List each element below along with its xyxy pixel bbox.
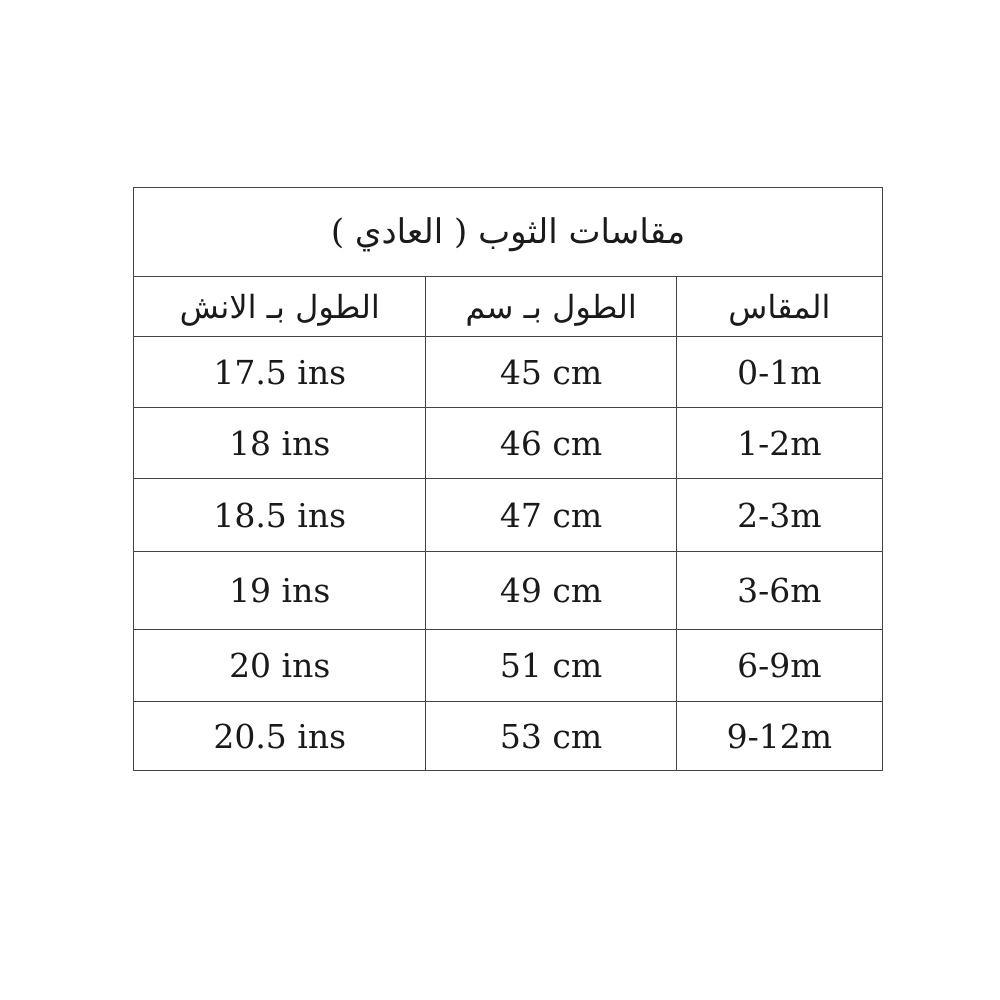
table-row xyxy=(134,408,883,479)
cell-length-ins: 18.5 ins xyxy=(134,479,426,552)
cell-length-ins: 18 ins xyxy=(134,408,426,479)
header-length-cm: الطول بـ سم xyxy=(426,277,676,337)
cell-length-cm: 51 cm xyxy=(426,630,676,702)
cell-size: 2-3m xyxy=(676,479,882,552)
cell-size: 3-6m xyxy=(676,552,882,630)
cell-length-cm: 49 cm xyxy=(426,552,676,630)
cell-length-ins: 20 ins xyxy=(134,630,426,702)
cell-size: 0-1m xyxy=(676,337,882,408)
size-chart-table xyxy=(133,187,883,771)
table-row xyxy=(134,479,883,552)
table-row xyxy=(134,337,883,408)
table-row xyxy=(134,552,883,630)
title-row xyxy=(134,188,883,277)
cell-size: 6-9m xyxy=(676,630,882,702)
cell-size: 9-12m xyxy=(676,702,882,771)
cell-length-cm: 45 cm xyxy=(426,337,676,408)
header-row xyxy=(134,277,883,337)
cell-size: 1-2m xyxy=(676,408,882,479)
cell-length-cm: 47 cm xyxy=(426,479,676,552)
cell-length-ins: 19 ins xyxy=(134,552,426,630)
header-length-ins: الطول بـ الانش xyxy=(134,277,426,337)
cell-length-cm: 53 cm xyxy=(426,702,676,771)
table-title: مقاسات الثوب ( العادي ) xyxy=(134,188,883,277)
cell-length-cm: 46 cm xyxy=(426,408,676,479)
table-row xyxy=(134,630,883,702)
table-row xyxy=(134,702,883,771)
cell-length-ins: 17.5 ins xyxy=(134,337,426,408)
header-size: المقاس xyxy=(676,277,882,337)
cell-length-ins: 20.5 ins xyxy=(134,702,426,771)
